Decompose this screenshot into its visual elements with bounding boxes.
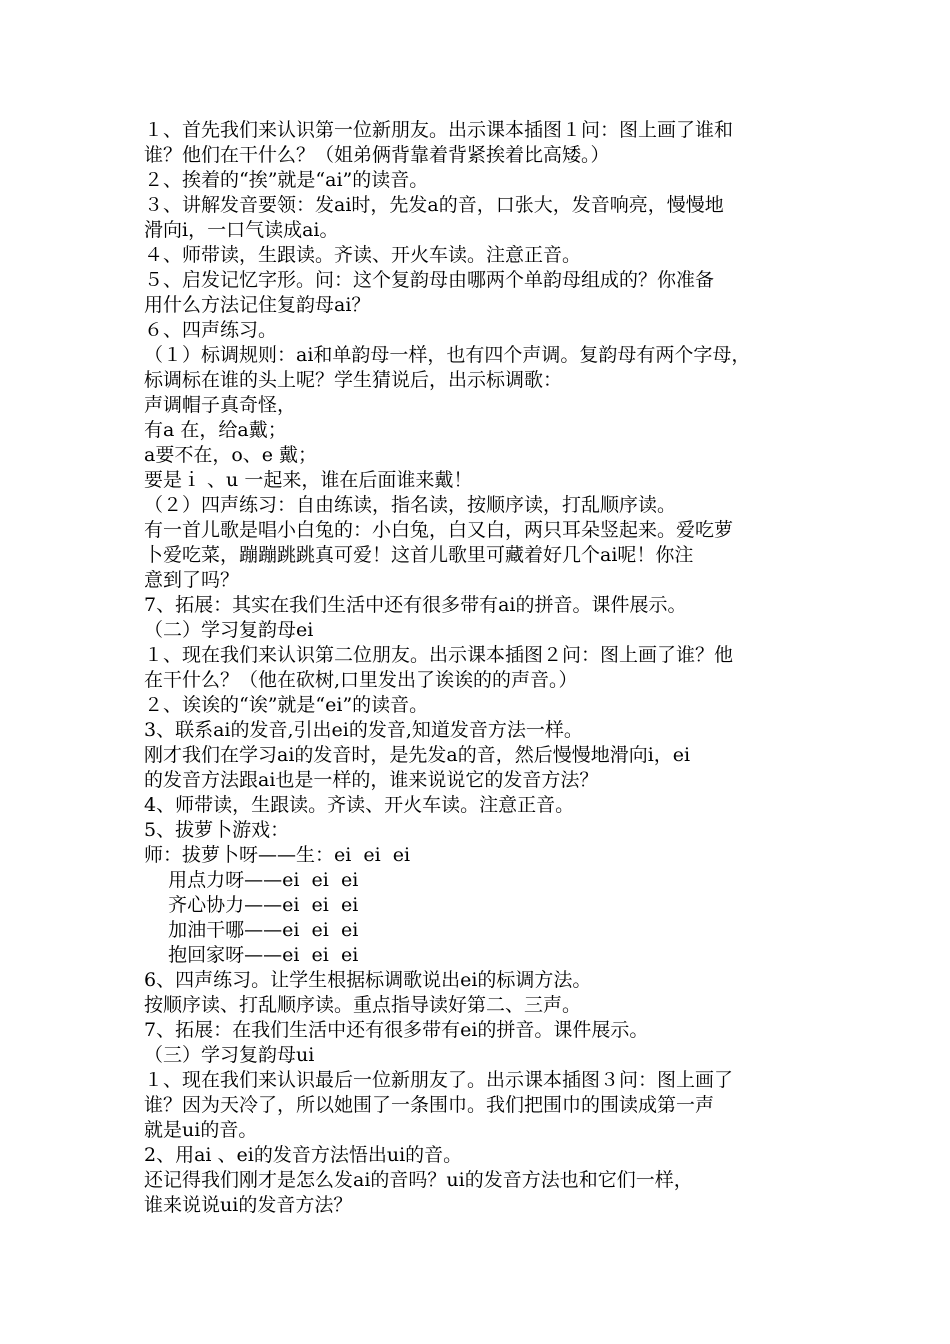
text-line: １、首先我们来认识第一位新朋友。出示课本插图１问：图上画了谁和	[144, 119, 734, 141]
text-line: 声调帽子真奇怪，	[144, 394, 297, 416]
text-line: a要不在，o、e 戴；	[144, 444, 318, 466]
text-line: 意到了吗？	[144, 569, 240, 591]
text-line: （二）学习复韵母ei	[144, 619, 314, 641]
text-line: （１）标调规则：ai和单韵母一样，也有四个声调。复韵母有两个字母，	[144, 344, 751, 366]
text-line: 有a 在，给a戴；	[144, 419, 287, 441]
text-line: 还记得我们刚才是怎么发ai的音吗？ui的发音方法也和它们一样，	[144, 1169, 693, 1191]
text-line: 就是ui的音。	[144, 1119, 258, 1141]
text-line: 谁？因为天冷了，所以她围了一条围巾。我们把围巾的围读成第一声	[144, 1094, 715, 1116]
text-line: 2、用ai 、ei的发音方法悟出ui的音。	[144, 1144, 463, 1166]
text-line: 标调标在谁的头上呢？学生猜说后，出示标调歌：	[144, 369, 563, 391]
text-line: ６、四声练习。	[144, 319, 278, 341]
text-line: 齐心协力——ei ei ei	[144, 894, 359, 916]
text-line: １、现在我们来认识最后一位新朋友了。出示课本插图３问：图上画了	[144, 1069, 734, 1091]
text-line: 卜爱吃菜，蹦蹦跳跳真可爱！这首儿歌里可藏着好几个ai呢！你注	[144, 544, 694, 566]
text-line: ５、启发记忆字形。问：这个复韵母由哪两个单韵母组成的？你准备	[144, 269, 715, 291]
text-line: （三）学习复韵母ui	[144, 1044, 315, 1066]
text-line: 6、四声练习。让学生根据标调歌说出ei的标调方法。	[144, 969, 592, 991]
text-line: 7、拓展：在我们生活中还有很多带有ei的拼音。课件展示。	[144, 1019, 649, 1041]
text-line: ２、诶诶的“诶”就是“ei”的读音。	[144, 694, 429, 716]
text-line: 4、师带读，生跟读。齐读、开火车读。注意正音。	[144, 794, 575, 816]
text-line: （２）四声练习：自由练读，指名读，按顺序读，打乱顺序读。	[144, 494, 677, 516]
text-line: 5、拔萝卜游戏：	[144, 819, 290, 841]
text-line: ３、讲解发音要领：发ai时，先发a的音，口张大，发音响亮，慢慢地	[144, 194, 724, 216]
text-line: 3、联系ai的发音,引出ei的发音,知道发音方法一样。	[144, 719, 583, 741]
text-line: 抱回家呀——ei ei ei	[144, 944, 359, 966]
text-line: 谁？他们在干什么？（姐弟俩背靠着背紧挨着比高矮。）	[144, 144, 610, 166]
text-line: 师：拔萝卜呀——生：ei ei ei	[144, 844, 411, 866]
text-line: 按顺序读、打乱顺序读。重点指导读好第二、三声。	[144, 994, 582, 1016]
text-line: ４、师带读，生跟读。齐读、开火车读。注意正音。	[144, 244, 582, 266]
text-line: 用什么方法记住复韵母ai？	[144, 294, 371, 316]
text-line: 在干什么？（他在砍树,口里发出了诶诶的的声音。）	[144, 669, 578, 691]
text-line: 谁来说说ui的发音方法？	[144, 1194, 353, 1216]
document-body	[144, 118, 834, 1218]
text-line: 刚才我们在学习ai的发音时，是先发a的音，然后慢慢地滑向i，ei	[144, 744, 691, 766]
text-line: 用点力呀——ei ei ei	[144, 869, 359, 891]
text-line: 的发音方法跟ai也是一样的，谁来说说它的发音方法？	[144, 769, 599, 791]
text-line: 加油干哪——ei ei ei	[144, 919, 359, 941]
text-line: 有一首儿歌是唱小白兔的：小白兔，白又白，两只耳朵竖起来。爱吃萝	[144, 519, 734, 541]
text-line: ２、挨着的“挨”就是“ai”的读音。	[144, 169, 429, 191]
text-line: 要是ｉ 、u 一起来，谁在后面谁来戴！	[144, 469, 473, 491]
text-line: １、现在我们来认识第二位朋友。出示课本插图２问：图上画了谁？他	[144, 644, 734, 666]
text-line: 7、拓展：其实在我们生活中还有很多带有ai的拼音。课件展示。	[144, 594, 687, 616]
text-line: 滑向i，一口气读成ai。	[144, 219, 339, 241]
